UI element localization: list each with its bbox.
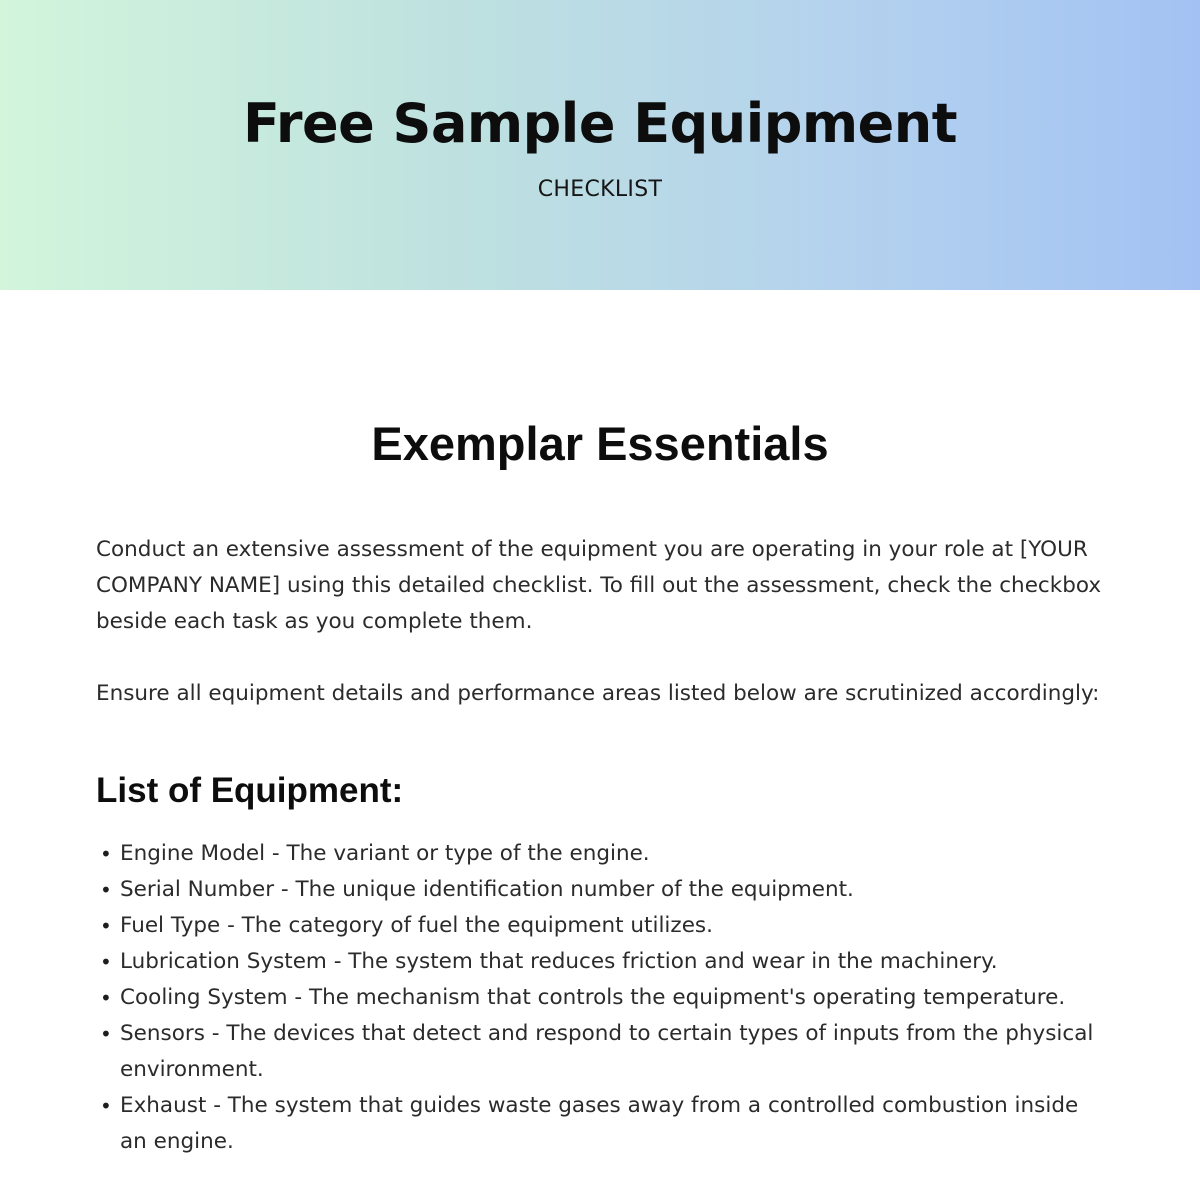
list-item-text: Lubrication System - The system that reduces friction and wear in the machinery. bbox=[120, 949, 998, 974]
document-subtitle: CHECKLIST bbox=[537, 177, 663, 202]
list-item-text: Cooling System - The mechanism that controls the equipment's operating temperature. bbox=[120, 985, 1066, 1010]
equipment-list-heading: List of Equipment: bbox=[96, 771, 404, 810]
bullet-icon: • bbox=[100, 986, 112, 1010]
list-item-text: Serial Number - The unique identification number of the equipment. bbox=[120, 877, 854, 902]
list-item bbox=[96, 872, 1096, 908]
document-title: Free Sample Equipment bbox=[242, 92, 958, 155]
bullet-icon: • bbox=[100, 950, 112, 974]
list-item-text: Fuel Type - The category of fuel the equipment utilizes. bbox=[120, 913, 713, 938]
list-item-text: Engine Model - The variant or type of the engine. bbox=[120, 841, 650, 866]
list-item bbox=[96, 980, 1096, 1016]
ensure-paragraph: Ensure all equipment details and performance areas listed below are scrutinized accordingly: bbox=[96, 681, 1100, 706]
list-item-text: Exhaust - The system that guides waste gases away from a controlled combustion inside an engine. bbox=[120, 1093, 1079, 1154]
list-item bbox=[96, 944, 1096, 980]
bullet-icon: • bbox=[100, 842, 112, 866]
intro-paragraph: Conduct an extensive assessment of the equipment you are operating in your role at [YOUR COMPANY NAME] using this detailed checklist. To fill out the assessment, check the checkbox beside each task as you complete them. bbox=[96, 537, 1102, 634]
bullet-icon: • bbox=[100, 1094, 112, 1118]
bullet-icon: • bbox=[100, 1022, 112, 1046]
list-item bbox=[96, 1088, 1096, 1160]
list-item-text: Sensors - The devices that detect and respond to certain types of inputs from the physical environment. bbox=[120, 1021, 1094, 1082]
list-item bbox=[96, 908, 1096, 944]
bullet-icon: • bbox=[100, 878, 112, 902]
list-item bbox=[96, 1016, 1096, 1088]
bullet-icon: • bbox=[100, 914, 112, 938]
list-item bbox=[96, 836, 1096, 872]
section-heading: Exemplar Essentials bbox=[371, 417, 829, 470]
equipment-list bbox=[96, 836, 1096, 1160]
